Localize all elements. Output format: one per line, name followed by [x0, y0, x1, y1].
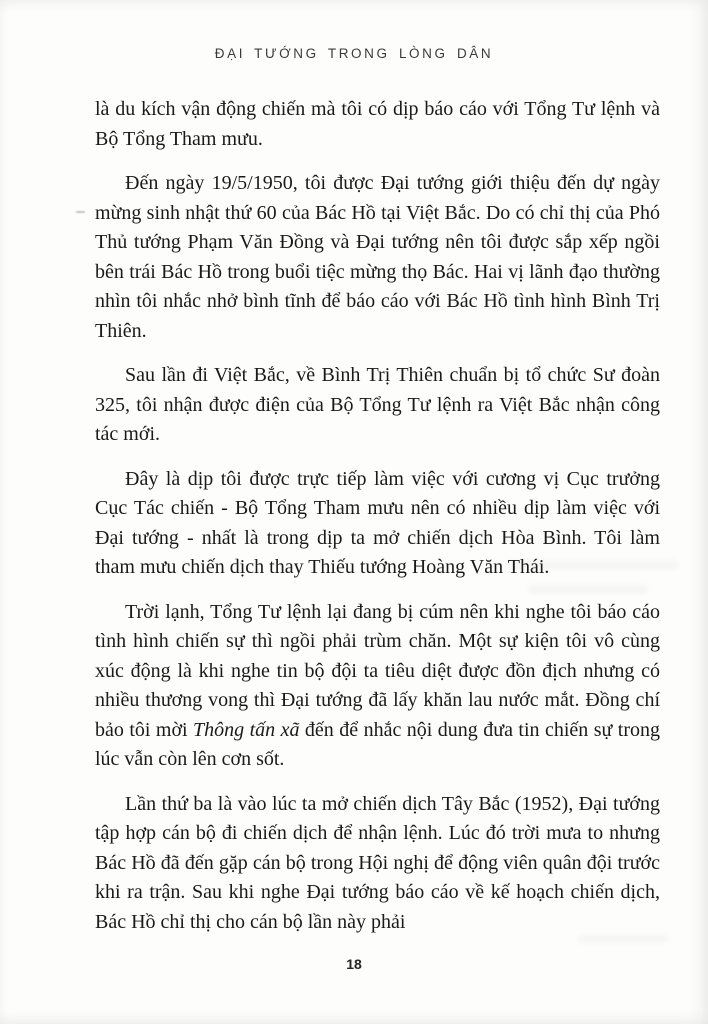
italic-phrase: Thông tấn xã	[193, 718, 300, 741]
paragraph-6	[95, 790, 660, 938]
page-number: 18	[346, 956, 362, 972]
scan-artifact-dash	[76, 211, 85, 213]
paragraph-5	[95, 598, 660, 775]
body-text-block	[95, 95, 660, 937]
paragraph-text: là du kích vận động chiến mà tôi có dịp báo cáo với Tổng Tư lệnh và Bộ Tổng Tham mưu.	[95, 98, 660, 150]
running-header: ĐẠI TƯỚNG TRONG LÒNG DÂN	[214, 46, 494, 61]
paragraph-text: Trời lạnh, Tổng Tư lệnh lại đang bị cúm nên khi nghe tôi báo cáo tình hình chiến sự thì ngồi phải trùm chăn. Một sự kiện tôi vô cùng xúc động là khi nghe tin bộ đội ta tiêu diệt được đồn địch nhưng có nhiều thương vong thì Đại tướng đã lấy khăn lau nước mắt. Đồng chí bảo tôi mời	[95, 600, 660, 741]
paragraph-text: đến để nhắc nội dung đưa tin chiến sự trong lúc vẫn còn lên cơn sốt.	[95, 718, 660, 770]
paragraph-2	[95, 169, 660, 346]
paragraph-3	[95, 361, 660, 450]
paragraph-4	[95, 465, 660, 583]
paragraph-text: Đến ngày 19/5/1950, tôi được Đại tướng giới thiệu đến dự ngày mừng sinh nhật thứ 60 của Bác Hồ tại Việt Bắc. Do có chỉ thị của Phó Thủ tướng Phạm Văn Đồng và Đại tướng nên tôi được sắp xếp ngồi bên trái Bác Hồ trong buổi tiệc mừng thọ Bác. Hai vị lãnh đạo thường nhìn tôi nhắc nhở bình tĩnh để báo cáo với Bác Hồ tình hình Bình Trị Thiên.	[95, 172, 660, 342]
paragraph-text: Sau lần đi Việt Bắc, về Bình Trị Thiên chuẩn bị tổ chức Sư đoàn 325, tôi nhận được điện của Bộ Tổng Tư lệnh ra Việt Bắc nhận công tác mới.	[95, 364, 660, 445]
paragraph-text: Đây là dịp tôi được trực tiếp làm việc với cương vị Cục trưởng Cục Tác chiến - Bộ Tổng Tham mưu nên có nhiều dịp làm việc với Đại tướng - nhất là trong dịp ta mở chiến dịch Hòa Bình. Tôi làm tham mưu chiến dịch thay Thiếu tướng Hoàng Văn Thái.	[95, 467, 660, 578]
paragraph-text: Lần thứ ba là vào lúc ta mở chiến dịch Tây Bắc (1952), Đại tướng tập hợp cán bộ đi chiến dịch để nhận lệnh. Lúc đó trời mưa to nhưng Bác Hồ đã đến gặp cán bộ trong Hội nghị để động viên quân đội trước khi ra trận. Sau khi nghe Đại tướng báo cáo về kế hoạch chiến dịch, Bác Hồ chỉ thị cho cán bộ lần này phải	[95, 792, 660, 933]
paragraph-1	[95, 95, 660, 154]
